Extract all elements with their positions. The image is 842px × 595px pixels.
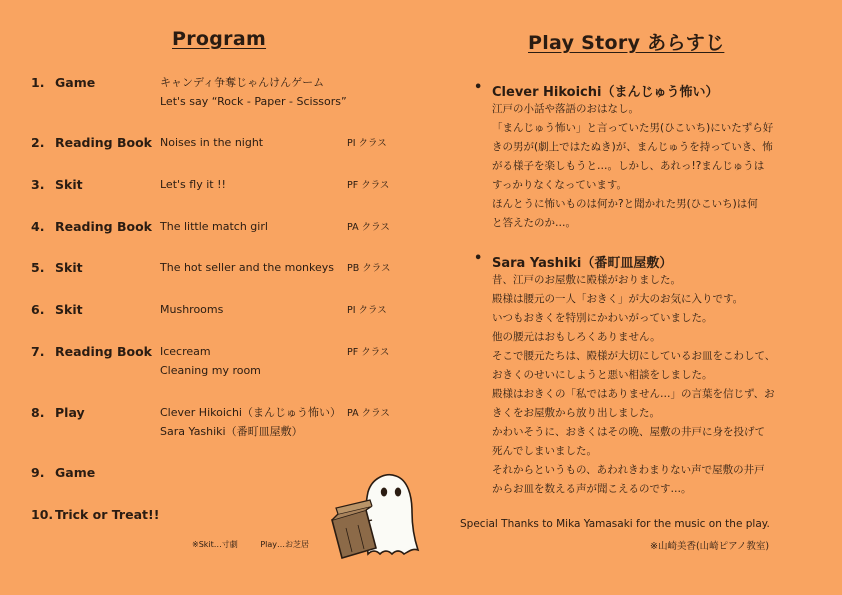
program-item — [0, 344, 420, 384]
program-item — [0, 177, 420, 217]
play-story-title: Play Story あらすじ — [528, 32, 725, 54]
item-class: PI クラス — [347, 305, 387, 316]
item-number: 7. — [31, 344, 45, 359]
item-description — [160, 342, 261, 380]
story-line: 昔、江戸のお屋敷に殿様がおりました。 — [492, 274, 681, 286]
music-credit: ※山崎美香(山崎ピアノ教室) — [650, 541, 770, 552]
item-description-line: Icecream — [160, 345, 211, 358]
story-line: そこで腰元たちは、殿様が大切にしているお皿をこわして、 — [492, 350, 776, 362]
item-name: Game — [55, 465, 96, 480]
item-number: 10. — [31, 507, 54, 522]
bullet-icon: • — [474, 80, 483, 95]
item-class: PF クラス — [347, 347, 390, 358]
item-number: 8. — [31, 405, 45, 420]
item-name: Skit — [55, 302, 83, 317]
story-body-sara-yashiki — [492, 271, 792, 499]
item-description-line: Noises in the night — [160, 136, 264, 149]
story-body-hikoichi — [492, 100, 792, 233]
item-class: PA クラス — [347, 222, 390, 233]
story-heading-text: Sara Yashiki（番町皿屋敷） — [492, 256, 673, 271]
item-description-line: Let's fly it !! — [160, 178, 226, 191]
item-description — [160, 73, 347, 111]
story-line: ほんとうに怖いものは何か?と聞かれた男(ひこいち)は何 — [492, 198, 758, 210]
bullet-icon: • — [474, 251, 483, 266]
special-thanks: Special Thanks to Mika Yamasaki for the music on the play. — [460, 518, 770, 530]
item-description-line: キャンディ争奪じゃんけんゲーム — [160, 76, 325, 89]
story-line: 「まんじゅう怖い」と言っていた男(ひこいち)にいたずら好 — [492, 122, 774, 134]
story-line: 死んでしまいました。 — [492, 445, 597, 457]
story-line: 他の腰元はおもしろくありません。 — [492, 331, 661, 343]
item-name: Skit — [55, 177, 83, 192]
item-name: Skit — [55, 260, 83, 275]
story-line: からお皿を数える声が聞こえるのです…。 — [492, 483, 692, 495]
item-description-line: Sara Yashiki（番町皿屋敷） — [160, 425, 303, 438]
program-item — [0, 219, 420, 259]
story-line: すっかりなくなっています。 — [492, 179, 628, 191]
item-name: Reading Book — [55, 135, 152, 150]
item-number: 3. — [31, 177, 45, 192]
story-heading-sara-yashiki — [474, 251, 673, 271]
item-description-line: Let's say “Rock - Paper - Scissors” — [160, 95, 347, 108]
ghost-with-paper-bag-icon — [326, 470, 434, 566]
program-item — [0, 302, 420, 342]
program-item — [0, 135, 420, 175]
item-number: 6. — [31, 302, 45, 317]
item-class: PI クラス — [347, 138, 387, 149]
story-line: 殿様は腰元の一人「おきく」が大のお気に入りです。 — [492, 293, 744, 305]
program-title: Program — [172, 28, 267, 50]
item-name: Game — [55, 75, 96, 90]
item-class: PB クラス — [347, 263, 391, 274]
story-line: それからというもの、あわれきわまりない声で屋敷の井戸 — [492, 464, 765, 476]
item-number: 4. — [31, 219, 45, 234]
story-line: 殿様はおきくの「私ではありません…」の言葉を信じず、お — [492, 388, 775, 400]
story-line: きくをお屋敷から放り出しました。 — [492, 407, 660, 419]
item-description-line: Cleaning my room — [160, 364, 261, 377]
item-number: 9. — [31, 465, 45, 480]
item-number: 1. — [31, 75, 45, 90]
item-description-line: The little match girl — [160, 220, 268, 233]
program-footnote — [192, 539, 309, 550]
item-description-line: The hot seller and the monkeys — [160, 261, 335, 274]
item-description-line: Mushrooms — [160, 303, 224, 316]
story-heading-hikoichi — [474, 80, 719, 100]
item-description — [160, 217, 268, 236]
program-item — [0, 75, 420, 115]
story-line: おきくのせいにしようと悪い相談をしました。 — [492, 369, 713, 381]
item-description — [160, 133, 263, 152]
item-name: Trick or Treat!! — [55, 507, 160, 522]
item-class: PF クラス — [347, 180, 390, 191]
item-description — [160, 403, 341, 441]
footnote-skit: ※Skit…寸劇 — [192, 540, 238, 549]
program-item — [0, 260, 420, 300]
story-line: かわいそうに、おきくはその晩、屋敷の井戸に身を投げて — [492, 426, 765, 438]
item-description — [160, 300, 223, 319]
item-name: Reading Book — [55, 344, 152, 359]
item-name: Play — [55, 405, 85, 420]
item-name: Reading Book — [55, 219, 152, 234]
story-heading-text: Clever Hikoichi（まんじゅう怖い） — [492, 85, 719, 100]
story-line: がる様子を楽しもうと…。しかし、あれっ!?まんじゅうは — [492, 160, 765, 172]
story-line: きの男が(劇上ではたぬき)が、まんじゅうを持っていき、怖 — [492, 141, 773, 153]
story-line: いつもおきくを特別にかわいがっていました。 — [492, 312, 713, 324]
item-number: 5. — [31, 260, 45, 275]
item-class: PA クラス — [347, 408, 390, 419]
item-description-line: Clever Hikoichi（まんじゅう怖い） — [160, 406, 341, 419]
program-item — [0, 405, 420, 445]
story-line: と答えたのか…。 — [492, 217, 576, 229]
story-line: 江戸の小話や落語のおはなし。 — [492, 103, 639, 115]
footnote-play: Play…お芝居 — [260, 540, 310, 549]
item-number: 2. — [31, 135, 45, 150]
item-description — [160, 175, 226, 194]
item-description — [160, 258, 334, 277]
